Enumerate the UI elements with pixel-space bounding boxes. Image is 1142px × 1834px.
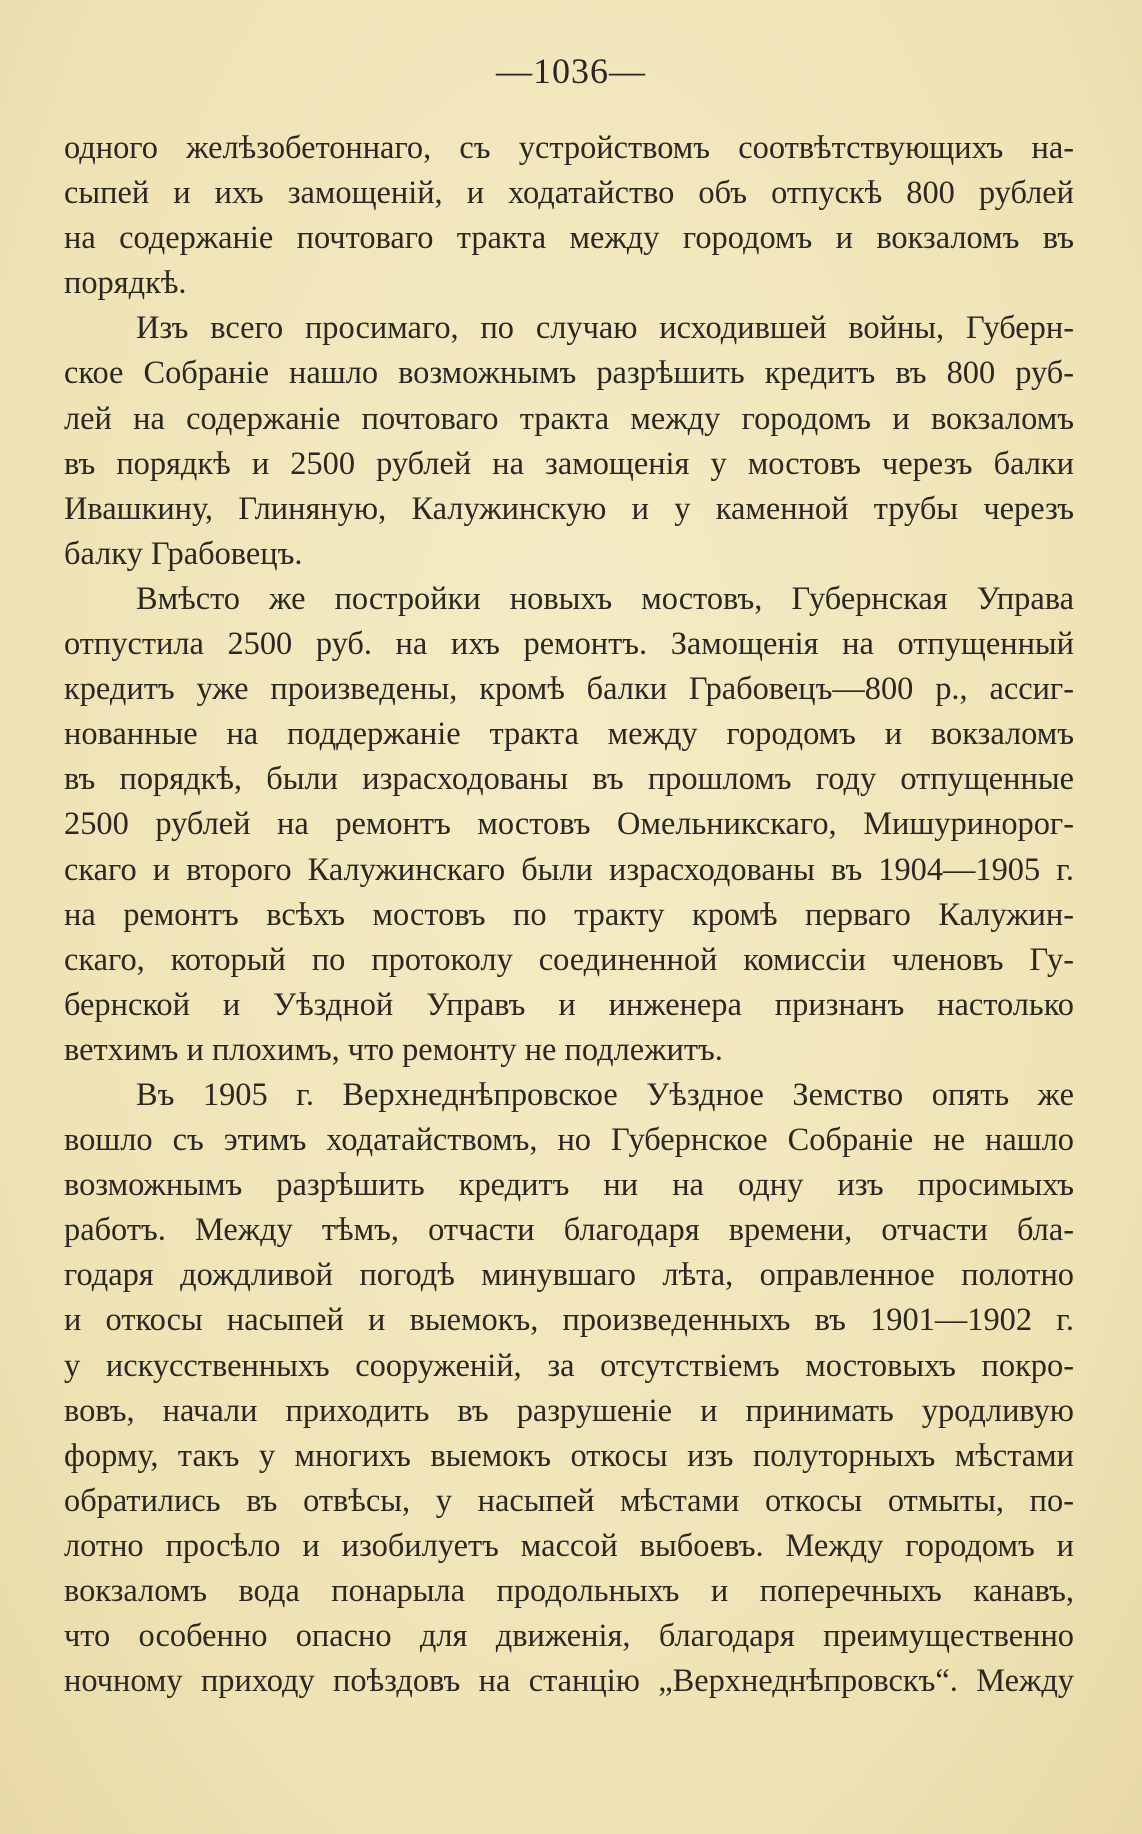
text-line: 2500 рублей на ремонтъ мостовъ Омельникскаго, Мишуринорог- xyxy=(64,806,1074,843)
text-line: на ремонтъ всѣхъ мостовъ по тракту кромѣ перваго Калужин- xyxy=(64,896,1074,933)
text-line: балку Грабовецъ. xyxy=(64,535,303,572)
text-line: Вмѣсто же постройки новыхъ мостовъ, Губернская Управа xyxy=(136,580,1074,617)
text-line: форму, такъ у многихъ выемокъ откосы изъ полуторныхъ мѣстами xyxy=(64,1437,1074,1474)
text-line: бернской и Уѣздной Управъ и инженера признанъ настолько xyxy=(64,986,1074,1023)
text-line: и откосы насыпей и выемокъ, произведенныхъ въ 1901—1902 г. xyxy=(64,1302,1074,1339)
text-line: вокзаломъ вода понарыла продольныхъ и поперечныхъ канавъ, xyxy=(64,1573,1074,1609)
page-number: —1036— xyxy=(496,51,646,91)
paragraph xyxy=(64,1073,1074,1704)
paragraph xyxy=(64,306,1074,577)
text-line: вошло съ этимъ ходатайствомъ, но Губернское Собраніе не нашло xyxy=(64,1122,1074,1159)
text-line: на содержаніе почтоваго тракта между городомъ и вокзаломъ въ xyxy=(64,220,1074,257)
text-line: лотно просѣло и изобилуетъ массой выбоевъ. Между городомъ и xyxy=(64,1527,1074,1564)
text-line: порядкѣ. xyxy=(64,265,187,302)
text-line: у искусственныхъ сооруженій, за отсутствіемъ мостовыхъ покро- xyxy=(64,1347,1074,1384)
text-line: скаго, который по протоколу соединенной комиссіи членовъ Гу- xyxy=(64,941,1074,978)
text-line: обратились въ отвѣсы, у насыпей мѣстами откосы отмыты, по- xyxy=(64,1482,1074,1519)
paragraph xyxy=(64,577,1074,1073)
text-line: сыпей и ихъ замощеній, и ходатайство объ отпускѣ 800 рублей xyxy=(64,175,1074,212)
text-line: Въ 1905 г. Верхнеднѣпровское Уѣздное Земство опять же xyxy=(136,1076,1074,1113)
text-line: въ порядкѣ и 2500 рублей на замощенія у мостовъ черезъ балки xyxy=(64,445,1074,482)
text-line: что особенно опасно для движенія, благодаря преимущественно xyxy=(64,1618,1074,1655)
text-line: Изъ всего просимаго, по случаю исходившей войны, Губерн- xyxy=(136,310,1074,347)
body-text xyxy=(64,126,1074,1704)
text-line: нованные на поддержаніе тракта между городомъ и вокзаломъ xyxy=(64,716,1074,753)
text-line: ветхимъ и плохимъ, что ремонту не подлежитъ. xyxy=(64,1031,723,1068)
text-line: кредитъ уже произведены, кромѣ балки Грабовецъ—800 р., ассиг- xyxy=(64,671,1074,708)
text-line: ночному приходу поѣздовъ на станцію „Верхнеднѣпровскъ“. Между xyxy=(64,1663,1074,1700)
text-line: вовъ, начали приходить въ разрушеніе и принимать уродливую xyxy=(64,1392,1074,1429)
text-line: одного желѣзобетоннаго, съ устройствомъ соотвѣтствующихъ на- xyxy=(64,130,1074,166)
text-line: возможнымъ разрѣшить кредитъ ни на одну изъ просимыхъ xyxy=(64,1167,1074,1204)
paragraph xyxy=(64,126,1074,306)
text-line: Ивашкину, Глиняную, Калужинскую и у каменной трубы черезъ xyxy=(64,490,1074,527)
text-line: работъ. Между тѣмъ, отчасти благодаря времени, отчасти бла- xyxy=(64,1212,1074,1249)
text-line: отпустила 2500 руб. на ихъ ремонтъ. Замощенія на отпущенный xyxy=(64,626,1074,663)
text-line: лей на содержаніе почтоваго тракта между городомъ и вокзаломъ xyxy=(64,400,1074,437)
text-line: ское Собраніе нашло возможнымъ разрѣшить кредитъ въ 800 руб- xyxy=(64,355,1074,392)
text-line: въ порядкѣ, были израсходованы въ прошломъ году отпущенные xyxy=(64,761,1074,798)
text-line: годаря дождливой погодѣ минувшаго лѣта, оправленное полотно xyxy=(64,1257,1074,1294)
text-line: скаго и второго Калужинскаго были израсходованы въ 1904—1905 г. xyxy=(64,851,1074,888)
